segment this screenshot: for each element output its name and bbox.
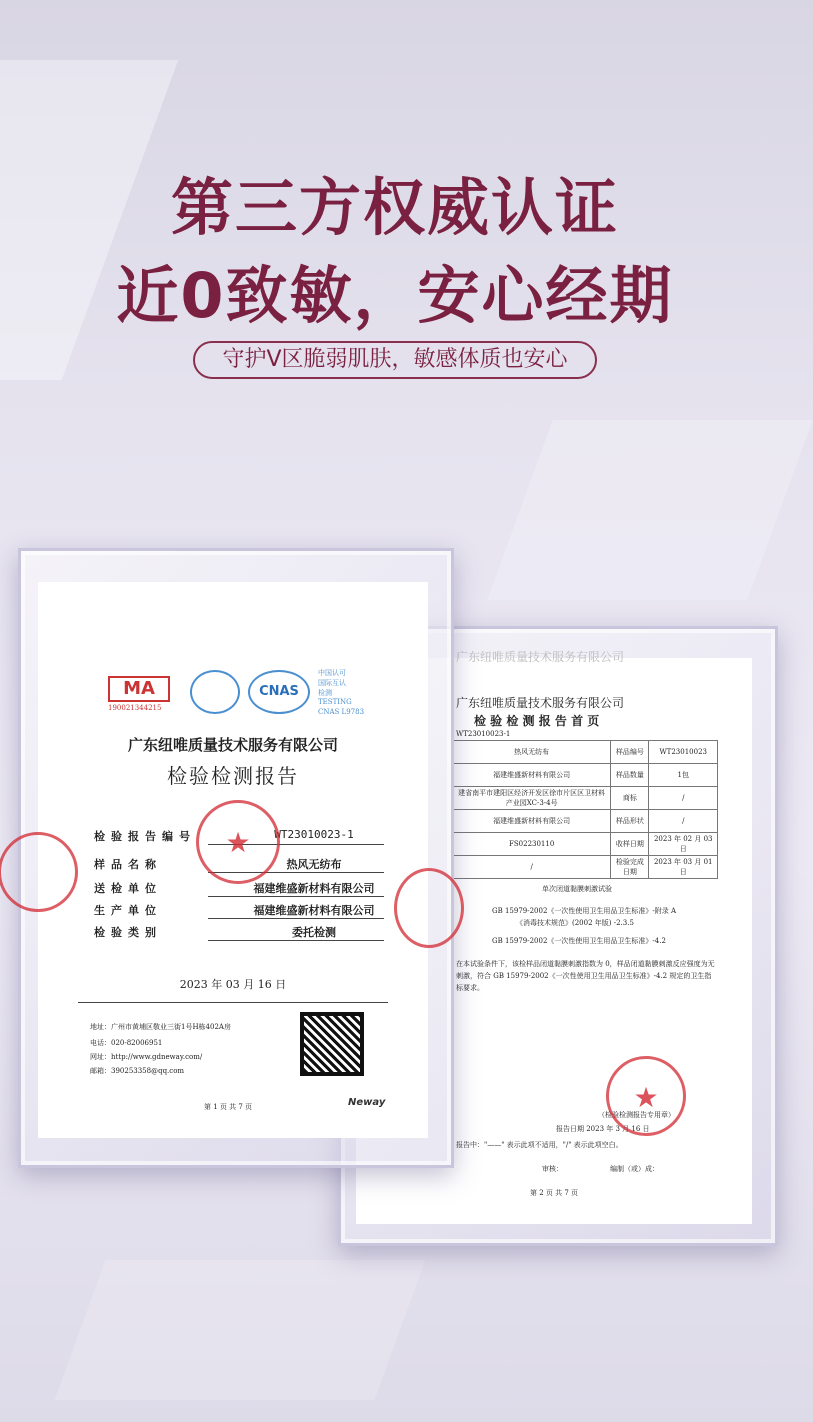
field-label: 送检单位 <box>94 882 162 895</box>
page-number: 第 1 页 共 7 页 <box>204 1103 253 1111</box>
field-label: 样品名称 <box>94 858 162 871</box>
test-line: GB 15979-2002《一次性使用卫生用品卫生标准》-4.2 <box>492 937 666 945</box>
faded-header: 广东纽唯质量技术服务有限公司 <box>456 650 625 664</box>
field-value: 福建维盛新材料有限公司 <box>253 882 375 895</box>
report-title: 检验检测报告 <box>167 764 299 788</box>
table-row <box>453 764 718 787</box>
field-label: 生产单位 <box>94 904 162 917</box>
neway-logo: Neway <box>348 1097 386 1108</box>
contact-email: 邮箱：390253358@qq.com <box>90 1067 185 1075</box>
field-inspection-type <box>94 924 336 940</box>
page-number: 第 2 页 共 7 页 <box>530 1189 579 1197</box>
field-value: 福建维盛新材料有限公司 <box>253 904 375 917</box>
field-value: 热风无纺布 <box>286 858 342 871</box>
cnas-line: 检测 <box>318 689 332 697</box>
report-note: 报告中："——" 表示此项不适用，"/" 表示此项空白。 <box>456 1141 623 1149</box>
test-line: 《消毒技术规范》(2002 年版) -2.3.5 <box>516 919 634 927</box>
red-seal-partial <box>0 832 78 912</box>
sample-table <box>452 740 718 879</box>
cnas-line: TESTING <box>318 698 352 706</box>
headline-secondary: 近0致敏，安心经期 <box>116 259 674 332</box>
cma-number: 190021344215 <box>108 704 162 712</box>
test-line: GB 15979-2002《一次性使用卫生用品卫生标准》-附录 A <box>492 907 677 915</box>
contact-website: 网址：http://www.gdneway.com/ <box>90 1053 203 1061</box>
cnas-line: CNAS L9783 <box>318 708 365 716</box>
table-cell: 福建维盛新材料有限公司 <box>453 764 611 787</box>
cnas-line: 国际互认 <box>318 679 346 687</box>
conclusion-text: 在本试验条件下，该检样品闭道黏膜刺激指数为 0，样品闭道黏膜刺激反应强度为无刺激，符合 GB 15979-2002《一次性使用卫生用品卫生标准》-4.2 规定的卫生指标要求。 <box>456 960 715 992</box>
table-row <box>453 856 718 879</box>
red-seal-partial <box>394 868 464 948</box>
cnas-line: 中国认可 <box>318 669 346 677</box>
field-value: 委托检测 <box>292 926 336 939</box>
report-date: 2023 年 03 月 16 日 <box>179 978 287 991</box>
certificate-page-front <box>38 582 428 1138</box>
report-number: WT23010023-1 <box>456 730 511 738</box>
report-title: 检 验 检 测 报 告 首 页 <box>474 714 600 728</box>
light-streak <box>487 420 813 600</box>
contact-address: 地址：广州市黄埔区敬业三街1号H栋402A房 <box>90 1023 231 1031</box>
field-submitting-unit <box>94 880 375 896</box>
table-cell: / <box>649 787 718 810</box>
table-cell: 样品形状 <box>611 810 649 833</box>
red-seal: ★ <box>196 800 280 884</box>
field-sample-name <box>94 856 342 872</box>
table-cell: 2023 年 02 月 03 日 <box>649 833 718 856</box>
underline <box>208 918 384 919</box>
cma-logo: MA <box>108 676 170 702</box>
table-cell: 样品数量 <box>611 764 649 787</box>
table-cell: 检验完成日期 <box>611 856 649 879</box>
table-row <box>453 810 718 833</box>
underline <box>208 896 384 897</box>
table-cell: / <box>453 856 611 879</box>
qr-code <box>304 1016 360 1072</box>
divider <box>78 1002 388 1003</box>
reviewer-label: 审核： <box>542 1165 563 1173</box>
field-production-unit <box>94 902 375 918</box>
tagline-badge: 守护V区脆弱肌肤，敏感体质也安心 <box>193 341 597 379</box>
compiler-label: 编制（或）成： <box>610 1165 659 1173</box>
table-cell: 商标 <box>611 787 649 810</box>
light-streak <box>55 1260 426 1400</box>
field-value: WT23010023-1 <box>274 828 354 841</box>
table-cell: 样品编号 <box>611 741 649 764</box>
cnas-logo: CNAS <box>248 670 310 714</box>
report-date: 报告日期 2023 年 3 月 16 日 <box>556 1125 650 1133</box>
table-row <box>453 833 718 856</box>
field-report-number <box>94 828 354 844</box>
company-name: 广东纽唯质量技术服务有限公司 <box>127 736 338 754</box>
red-seal: ★ <box>606 1056 686 1136</box>
table-cell: 2023 年 03 月 01 日 <box>649 856 718 879</box>
table-cell: 福建维盛新材料有限公司 <box>453 810 611 833</box>
contact-phone: 电话：020-82006951 <box>90 1039 163 1047</box>
field-label: 检验报告编号 <box>94 830 196 843</box>
table-cell: 1包 <box>649 764 718 787</box>
stamp-note: （检验检测报告专用章） <box>598 1111 675 1119</box>
table-cell: WT23010023 <box>649 741 718 764</box>
table-cell: 热风无纺布 <box>453 741 611 764</box>
field-label: 检验类别 <box>94 926 162 939</box>
table-cell: FS02230110 <box>453 833 611 856</box>
headline-primary: 第三方权威认证 <box>170 171 619 244</box>
test-line: 单次闭道黏膜刺激试验 <box>542 885 612 893</box>
table-row <box>453 741 718 764</box>
table-cell: 收样日期 <box>611 833 649 856</box>
table-cell: / <box>649 810 718 833</box>
table-cell: 建省南平市建阳区经济开发区徐市片区区卫材料产业园XC-3-4号 <box>453 787 611 810</box>
underline <box>208 940 384 941</box>
table-row <box>453 787 718 810</box>
report-company: 广东纽唯质量技术服务有限公司 <box>456 696 625 710</box>
globe-logo <box>190 670 240 714</box>
